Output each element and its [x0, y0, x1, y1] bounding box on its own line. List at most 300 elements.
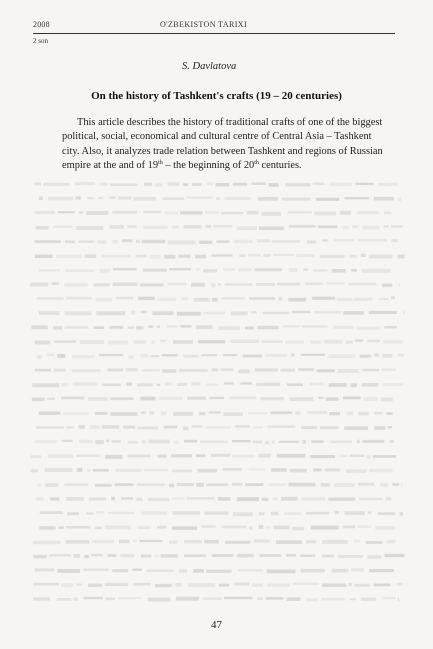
- bleed-through-word: [202, 354, 218, 356]
- bleed-through-word: [196, 325, 212, 329]
- bleed-through-word: [31, 455, 41, 458]
- bleed-through-word: [100, 269, 110, 273]
- bleed-through-word: [169, 541, 178, 544]
- bleed-through-word: [56, 255, 82, 259]
- bleed-through-word: [79, 241, 94, 243]
- abstract-text: – the beginning of 20: [162, 159, 255, 171]
- bleed-through-word: [330, 182, 352, 186]
- bleed-through-word: [216, 197, 220, 200]
- bleed-through-word: [279, 441, 299, 443]
- bleed-through-word: [345, 197, 370, 199]
- bleed-through-word: [35, 440, 57, 443]
- header-rule: [33, 33, 395, 34]
- bleed-through-word: [40, 511, 63, 514]
- bleed-through-word: [387, 540, 396, 544]
- bleed-through-word: [311, 526, 339, 530]
- bleed-through-word: [337, 298, 352, 301]
- bleed-through-word: [148, 440, 170, 444]
- bleed-through-word: [313, 269, 327, 272]
- bleed-through-word: [48, 197, 74, 201]
- bleed-through-word: [96, 511, 104, 513]
- bleed-through-word: [133, 569, 142, 571]
- bleed-through-word: [350, 255, 357, 258]
- abstract-line: political, social, economical and cultural centre of Central Asia – Tashkent: [62, 131, 372, 143]
- bleed-through-word: [85, 254, 97, 258]
- bleed-through-word: [150, 355, 159, 357]
- bleed-through-word: [375, 526, 395, 530]
- bleed-through-word: [39, 311, 59, 315]
- bleed-through-word: [221, 212, 243, 214]
- bleed-through-word: [218, 497, 231, 500]
- bleed-through-word: [288, 211, 312, 213]
- bleed-through-word: [65, 312, 92, 316]
- bleed-through-word: [301, 426, 317, 429]
- bleed-through-word: [183, 183, 188, 186]
- bleed-through-word: [366, 541, 383, 544]
- bleed-through-word: [191, 283, 205, 287]
- bleed-through-word: [184, 555, 206, 558]
- bleed-through-word: [161, 554, 178, 557]
- bleed-through-word: [129, 355, 135, 359]
- bleed-through-word: [363, 369, 380, 372]
- bleed-through-word: [238, 369, 250, 373]
- bleed-through-word: [343, 397, 361, 400]
- bleed-through-word: [110, 225, 125, 229]
- bleed-through-word: [172, 526, 197, 529]
- bleed-through-word: [367, 340, 380, 343]
- bleed-through-word: [232, 440, 251, 442]
- bleed-through-word: [192, 183, 201, 186]
- bleed-through-word: [356, 326, 380, 329]
- bleed-through-word: [312, 297, 335, 300]
- bleed-through-word: [350, 598, 356, 600]
- bleed-through-word: [141, 511, 167, 514]
- bleed-through-word: [360, 355, 371, 358]
- bleed-through-word: [218, 326, 239, 330]
- bleed-through-word: [118, 197, 131, 200]
- bleed-through-word: [297, 254, 315, 257]
- bleed-through-word: [224, 597, 253, 600]
- bleed-through-word: [65, 483, 89, 486]
- bleed-through-word: [142, 240, 165, 244]
- bleed-through-word: [162, 354, 178, 357]
- bleed-through-word: [340, 211, 351, 215]
- bleed-through-word: [310, 455, 335, 458]
- bleed-through-word: [256, 383, 280, 386]
- bleed-through-word: [346, 341, 353, 344]
- bleed-through-word: [116, 297, 133, 300]
- bleed-through-word: [349, 283, 377, 286]
- bleed-through-word: [110, 326, 124, 329]
- bleed-through-word: [199, 412, 205, 415]
- bleed-through-word: [102, 384, 121, 387]
- bleed-through-word: [196, 454, 205, 457]
- bleed-through-word: [289, 483, 316, 487]
- bleed-through-word: [75, 182, 95, 185]
- bleed-through-word: [382, 284, 392, 287]
- bleed-through-word: [273, 254, 294, 256]
- bleed-through-word: [351, 269, 357, 272]
- bleed-through-word: [157, 384, 161, 386]
- bleed-through-word: [144, 469, 168, 471]
- bleed-through-word: [47, 398, 55, 400]
- bleed-through-word: [358, 483, 374, 486]
- bleed-through-word: [255, 268, 283, 271]
- bleed-through-word: [95, 440, 103, 444]
- bleed-through-word: [251, 311, 256, 313]
- bleed-through-word: [223, 468, 242, 471]
- bleed-through-word: [274, 526, 290, 530]
- bleed-through-word: [218, 283, 221, 285]
- bleed-through-word: [172, 470, 192, 473]
- bleed-through-word: [248, 254, 260, 257]
- bleed-through-word: [64, 283, 87, 286]
- article-abstract: [62, 116, 398, 173]
- bleed-through-word: [157, 326, 161, 329]
- bleed-through-word: [95, 412, 108, 415]
- bleed-through-word: [33, 541, 61, 544]
- bleed-through-word: [184, 540, 202, 543]
- bleed-through-word: [32, 383, 59, 387]
- bleed-through-word: [211, 283, 215, 287]
- bleed-through-word: [334, 239, 354, 241]
- bleed-through-word: [141, 555, 151, 558]
- bleed-through-word: [148, 498, 170, 502]
- bleed-through-word: [66, 297, 92, 300]
- bleed-through-word: [204, 540, 219, 544]
- bleed-through-word: [289, 268, 298, 272]
- bleed-through-word: [353, 540, 360, 543]
- bleed-through-word: [303, 268, 308, 270]
- bleed-through-word: [307, 411, 327, 414]
- bleed-through-word: [343, 526, 355, 529]
- bleed-through-word: [177, 383, 187, 386]
- bleed-through-word: [187, 397, 206, 400]
- bleed-through-word: [138, 297, 155, 300]
- bleed-through-word: [369, 311, 397, 314]
- bleed-through-word: [140, 284, 163, 287]
- bleed-through-word: [98, 197, 103, 200]
- bleed-through-word: [358, 526, 372, 529]
- bleed-through-word: [219, 584, 229, 587]
- bleed-through-word: [378, 512, 395, 515]
- bleed-through-word: [65, 240, 75, 243]
- bleed-through-word: [322, 239, 327, 241]
- bleed-through-word: [123, 426, 135, 429]
- bleed-through-word: [35, 341, 50, 345]
- bleed-through-word: [61, 383, 68, 386]
- bleed-through-word: [258, 597, 263, 600]
- bleed-through-word: [168, 240, 196, 244]
- bleed-through-svg: [30, 176, 405, 616]
- bleed-through-word: [262, 341, 283, 343]
- bleed-through-word: [272, 240, 300, 243]
- bleed-through-word: [253, 426, 263, 428]
- bleed-through-word: [88, 584, 102, 587]
- bleed-through-word: [76, 584, 82, 586]
- bleed-through-word: [191, 382, 200, 385]
- bleed-through-word: [66, 526, 90, 528]
- bleed-through-word: [76, 196, 81, 199]
- bleed-through-word: [143, 226, 167, 229]
- bleed-through-word: [54, 226, 73, 228]
- bleed-through-word: [245, 483, 263, 486]
- bleed-through-word: [126, 382, 132, 385]
- bleed-through-word: [326, 282, 345, 284]
- bleed-through-word: [110, 412, 137, 416]
- bleed-through-word: [206, 384, 218, 386]
- bleed-through-word: [233, 183, 247, 186]
- bleed-through-word: [106, 440, 109, 443]
- bleed-through-word: [86, 512, 94, 515]
- bleed-through-word: [159, 397, 183, 400]
- bleed-through-word: [108, 512, 134, 514]
- bleed-through-word: [260, 554, 282, 557]
- bleed-through-word: [404, 311, 405, 315]
- bleed-through-word: [209, 397, 224, 399]
- bleed-through-word: [216, 183, 230, 186]
- bleed-through-word: [203, 269, 217, 272]
- bleed-through-word: [128, 326, 135, 329]
- bleed-through-word: [184, 440, 197, 443]
- bleed-through-word: [400, 512, 404, 515]
- bleed-through-word: [362, 269, 390, 273]
- bleed-through-word: [66, 540, 90, 544]
- bleed-through-word: [374, 354, 379, 357]
- bleed-through-word: [313, 469, 322, 472]
- bleed-through-word: [58, 211, 75, 213]
- bleed-through-word: [221, 368, 234, 371]
- bleed-through-word: [380, 483, 388, 487]
- bleed-through-word: [224, 382, 234, 384]
- bleed-through-word: [350, 455, 364, 458]
- bleed-through-word: [343, 311, 364, 315]
- bleed-through-word: [37, 484, 40, 487]
- bleed-through-word: [269, 483, 286, 486]
- bleed-through-word: [307, 240, 316, 243]
- bleed-through-word: [225, 283, 253, 285]
- bleed-through-word: [165, 211, 179, 214]
- bleed-through-word: [318, 397, 323, 399]
- bleed-through-word: [276, 540, 302, 544]
- bleed-through-word: [39, 526, 55, 530]
- bleed-through-word: [384, 212, 391, 215]
- article-title: On the history of Tashkent's crafts (19 – 20 centuries): [91, 90, 342, 102]
- bleed-through-word: [112, 569, 128, 572]
- bleed-through-word: [234, 240, 252, 243]
- bleed-through-word: [287, 383, 303, 386]
- bleed-through-word: [121, 497, 133, 499]
- bleed-through-word: [120, 554, 134, 557]
- bleed-through-word: [262, 498, 269, 501]
- bleed-through-word: [35, 211, 55, 214]
- bleed-through-word: [329, 412, 340, 415]
- bleed-through-word: [138, 526, 151, 529]
- bleed-through-word: [234, 582, 249, 585]
- bleed-through-word: [79, 211, 83, 214]
- bleed-through-word: [328, 354, 355, 358]
- bleed-through-word: [281, 497, 297, 501]
- bleed-through-word: [80, 340, 104, 344]
- bleed-through-word: [106, 598, 115, 601]
- bleed-through-word: [134, 340, 146, 344]
- bleed-through-word: [57, 354, 65, 358]
- bleed-through-word: [332, 269, 346, 273]
- bleed-through-word: [222, 297, 245, 300]
- bleed-through-word: [285, 341, 304, 344]
- bleed-through-word: [111, 497, 115, 501]
- bleed-through-word: [362, 440, 384, 443]
- bleed-through-word: [108, 341, 128, 345]
- bleed-through-word: [369, 255, 393, 259]
- abstract-line: city. Also, it analyzes trade relation between Tashkent and regions of Russian: [62, 145, 383, 157]
- bleed-through-word: [160, 340, 166, 342]
- bleed-through-word: [285, 183, 310, 186]
- bleed-through-word: [95, 527, 102, 530]
- bleed-through-word: [225, 541, 250, 544]
- bleed-through-word: [311, 440, 323, 443]
- bleed-through-word: [398, 354, 404, 357]
- bleed-through-word: [194, 298, 210, 302]
- bleed-through-word: [286, 554, 296, 557]
- bleed-through-word: [249, 526, 252, 529]
- bleed-through-word: [231, 340, 259, 343]
- bleed-through-word: [174, 441, 179, 444]
- bleed-through-word: [318, 226, 337, 229]
- bleed-through-word: [202, 525, 216, 527]
- bleed-through-word: [263, 312, 290, 314]
- bleed-through-word: [110, 397, 133, 400]
- bleed-through-word: [39, 269, 60, 271]
- bleed-through-word: [258, 197, 278, 201]
- bleed-through-word: [33, 597, 50, 600]
- bleed-through-word: [238, 569, 263, 571]
- bleed-through-word: [35, 255, 53, 258]
- bleed-through-word: [101, 183, 108, 186]
- bleed-through-word: [301, 569, 325, 573]
- bleed-through-word: [187, 497, 215, 500]
- bleed-through-word: [361, 254, 366, 257]
- bleed-through-word: [76, 226, 103, 230]
- bleed-through-word: [338, 369, 359, 373]
- bleed-through-word: [157, 526, 166, 529]
- bleed-through-word: [163, 197, 185, 200]
- bleed-through-word: [402, 483, 403, 487]
- bleed-through-word: [137, 483, 165, 486]
- bleed-through-word: [99, 354, 123, 356]
- bleed-through-word: [169, 268, 191, 270]
- bleed-through-word: [235, 425, 250, 428]
- bleed-through-word: [229, 397, 256, 400]
- bleed-through-word: [332, 569, 349, 573]
- bleed-through-word: [140, 397, 155, 401]
- bleed-through-word: [243, 355, 262, 358]
- bleed-through-word: [322, 540, 348, 544]
- bleed-through-word: [303, 440, 306, 444]
- bleed-through-word: [300, 555, 315, 557]
- bleed-through-word: [379, 298, 388, 300]
- bleed-through-word: [32, 398, 45, 402]
- bleed-through-word: [180, 325, 191, 328]
- bleed-through-word: [141, 354, 149, 358]
- bleed-through-word: [330, 441, 352, 444]
- bleed-through-word: [128, 455, 151, 458]
- bleed-through-word: [277, 283, 300, 286]
- bleed-through-word: [182, 297, 189, 300]
- bleed-through-word: [33, 555, 46, 559]
- bleed-through-word: [133, 583, 150, 586]
- bleed-through-word: [33, 583, 59, 586]
- bleed-through-word: [193, 569, 204, 572]
- page-number: 47: [211, 619, 222, 631]
- bleed-through-word: [263, 254, 270, 257]
- bleed-through-word: [122, 239, 132, 242]
- bleed-through-word: [361, 598, 376, 601]
- bleed-through-word: [35, 182, 41, 185]
- bleed-through-word: [369, 469, 392, 472]
- bleed-through-word: [347, 412, 354, 416]
- bleed-through-word: [317, 369, 335, 372]
- bleed-through-word: [173, 412, 193, 416]
- bleed-through-word: [238, 268, 251, 271]
- bleed-through-word: [266, 354, 287, 357]
- bleed-through-word: [167, 325, 177, 328]
- bleed-through-word: [133, 197, 156, 201]
- bleed-through-word: [384, 340, 404, 343]
- bleed-through-word: [198, 469, 218, 473]
- bleed-through-word: [231, 312, 248, 316]
- bleed-through-word: [118, 597, 141, 599]
- bleed-through-word: [284, 512, 301, 515]
- bleed-through-word: [391, 225, 403, 228]
- bleed-through-word: [79, 440, 92, 443]
- bleed-through-word: [128, 441, 139, 444]
- bleed-through-word: [52, 282, 59, 285]
- bleed-through-word: [273, 497, 278, 500]
- bleed-through-word: [133, 540, 137, 542]
- bleed-through-word: [48, 454, 73, 458]
- bleed-through-word: [67, 512, 79, 515]
- bleed-through-word: [203, 312, 225, 315]
- bleed-through-word: [31, 325, 47, 329]
- ordinal-superscript: th: [158, 159, 163, 166]
- bleed-through-word: [257, 326, 278, 330]
- bleed-through-word: [222, 526, 247, 529]
- bleed-through-word: [179, 569, 187, 573]
- bleed-through-word: [216, 240, 229, 243]
- bleed-through-word: [295, 411, 301, 415]
- bleed-through-word: [153, 311, 174, 315]
- bleed-through-word: [271, 468, 286, 472]
- bleed-through-word: [178, 255, 190, 258]
- bleed-through-word: [387, 412, 393, 415]
- bleed-through-word: [73, 382, 97, 386]
- bleed-through-word: [43, 183, 69, 186]
- bleed-through-word: [66, 426, 74, 428]
- bleed-through-word: [249, 468, 266, 470]
- bleed-through-word: [340, 455, 348, 458]
- bleed-through-word: [272, 440, 275, 443]
- bleed-through-word: [168, 283, 187, 286]
- bleed-through-word: [383, 225, 388, 228]
- bleed-through-word: [249, 297, 275, 300]
- bleed-through-word: [374, 412, 382, 415]
- bleed-through-word: [262, 212, 281, 216]
- bleed-through-word: [399, 283, 400, 286]
- bleed-through-word: [335, 511, 340, 514]
- bleed-through-word: [232, 483, 243, 486]
- bleed-through-word: [37, 355, 42, 359]
